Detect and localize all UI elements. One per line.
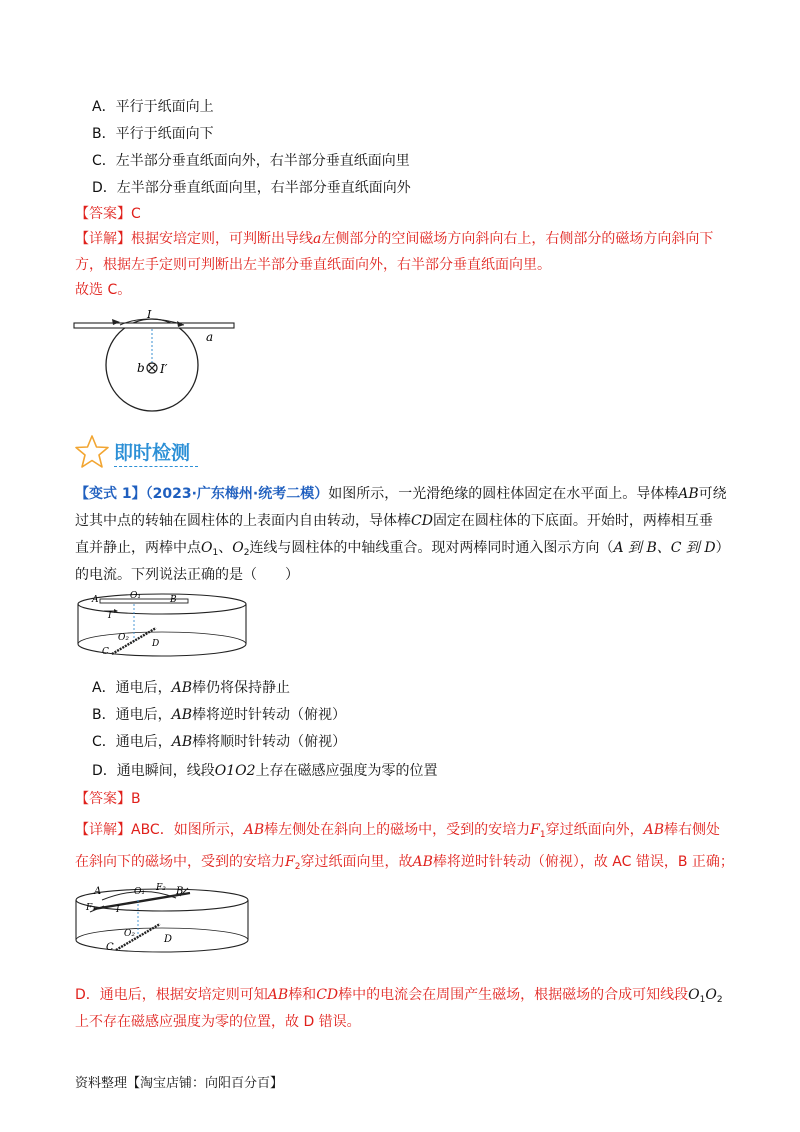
q2-detail-line1: 【详解】ABC．如图所示，AB棒左侧处在斜向上的磁场中，受到的安培力$F_1$穿过纸面向外，AB棒右侧处: [75, 822, 720, 840]
label-current: I: [147, 308, 152, 321]
q2-detail-d-line1: D．通电后，根据安培定则可知AB棒和CD棒中的电流会在周围产生磁场，根据磁场的合成可知线段$O_1O_2$: [75, 987, 723, 1005]
label-b: b: [137, 361, 145, 375]
label-i-prime: I′: [160, 362, 168, 376]
q2-option-c: C．通电后，AB棒将顺时针转动（俯视）: [92, 734, 347, 750]
fig3-label-a: A: [94, 886, 102, 897]
q1-conclusion: 故选 C。: [75, 282, 132, 298]
footer-text: 资料整理【淘宝店铺：向阳百分百】: [75, 1076, 284, 1091]
q1-option-d: D．左半部分垂直纸面向里，右半部分垂直纸面向外: [92, 180, 411, 196]
q2-option-b: B．通电后，AB棒将逆时针转动（俯视）: [92, 707, 347, 723]
fig3-label-i: I: [116, 905, 120, 915]
q1-answer: 【答案】C: [75, 206, 141, 222]
fig-label-b: B: [170, 595, 177, 605]
fig-label-o1: O₁: [130, 591, 141, 601]
q2-figure: [74, 590, 250, 664]
q2-detail-figure: [72, 880, 252, 960]
q2-option-a: A．通电后，AB棒仍将保持静止: [92, 680, 290, 696]
fig3-label-o2: O₂: [124, 929, 135, 939]
fig3-label-b: B: [176, 886, 184, 897]
label-a: a: [206, 330, 214, 344]
fig-label-c: C: [102, 647, 109, 657]
fig3-label-f1: F₁: [86, 903, 96, 913]
fig-label-a: A: [92, 595, 99, 605]
section-title: 即时检测: [114, 442, 191, 464]
fig3-label-d: D: [164, 934, 173, 945]
q1-option-c: C．左半部分垂直纸面向外，右半部分垂直纸面向里: [92, 153, 410, 169]
q2-stem-line3: 直并静止，两棒中点$O_1$、$O_2$连线与圆柱体的中轴线重合。现对两棒同时通入图示方向（A 到 B、C 到 D）: [75, 540, 730, 558]
q2-option-d: D．通电瞬间，线段O1O2上存在磁感应强度为零的位置: [92, 763, 438, 779]
q2-detail-d-line2: 上不存在磁感应强度为零的位置，故 D 错误。: [75, 1014, 361, 1030]
field-circle: [106, 319, 198, 411]
q1-detail-line1: 【详解】根据安培定则，可判断出导线a左侧部分的空间磁场方向斜向右上，右侧部分的磁场方向斜向下: [75, 231, 714, 247]
fig-label-i: I: [108, 611, 112, 621]
q2-stem-line1: 【变式 1】（2023·广东梅州·统考二模）如图所示，一光滑绝缘的圆柱体固定在水平面上。导体棒AB可绕: [75, 486, 727, 502]
section-heading: [74, 432, 204, 472]
fig3-label-o1: O₁: [134, 887, 145, 897]
q1-detail-line2: 方，根据左手定则可判断出左半部分垂直纸面向外，右半部分垂直纸面向里。: [75, 257, 551, 273]
q2-stem-line4: 的电流。下列说法正确的是（ ）: [75, 567, 299, 583]
fig3-label-c: C: [106, 942, 114, 953]
q1-option-a: A．平行于纸面向上: [92, 99, 214, 115]
wire-a: [74, 323, 234, 328]
q1-figure: [72, 305, 242, 415]
fig3-label-f2: F₂: [156, 883, 166, 893]
q1-option-b: B．平行于纸面向下: [92, 126, 214, 142]
section-underline: [114, 466, 198, 467]
fig-label-d: D: [152, 639, 160, 649]
star-icon: [74, 434, 110, 470]
q2-stem-line2: 过其中点的转轴在圆柱体的上表面内自由转动，导体棒CD固定在圆柱体的下底面。开始时，两棒相互垂: [75, 513, 713, 529]
q2-detail-line2: 在斜向下的磁场中，受到的安培力$F_2$穿过纸面向里，故AB棒将逆时针转动（俯视），故 AC 错误，B 正确；: [75, 854, 734, 872]
fig-label-o2: O₂: [118, 633, 129, 643]
q2-answer: 【答案】B: [75, 791, 141, 807]
